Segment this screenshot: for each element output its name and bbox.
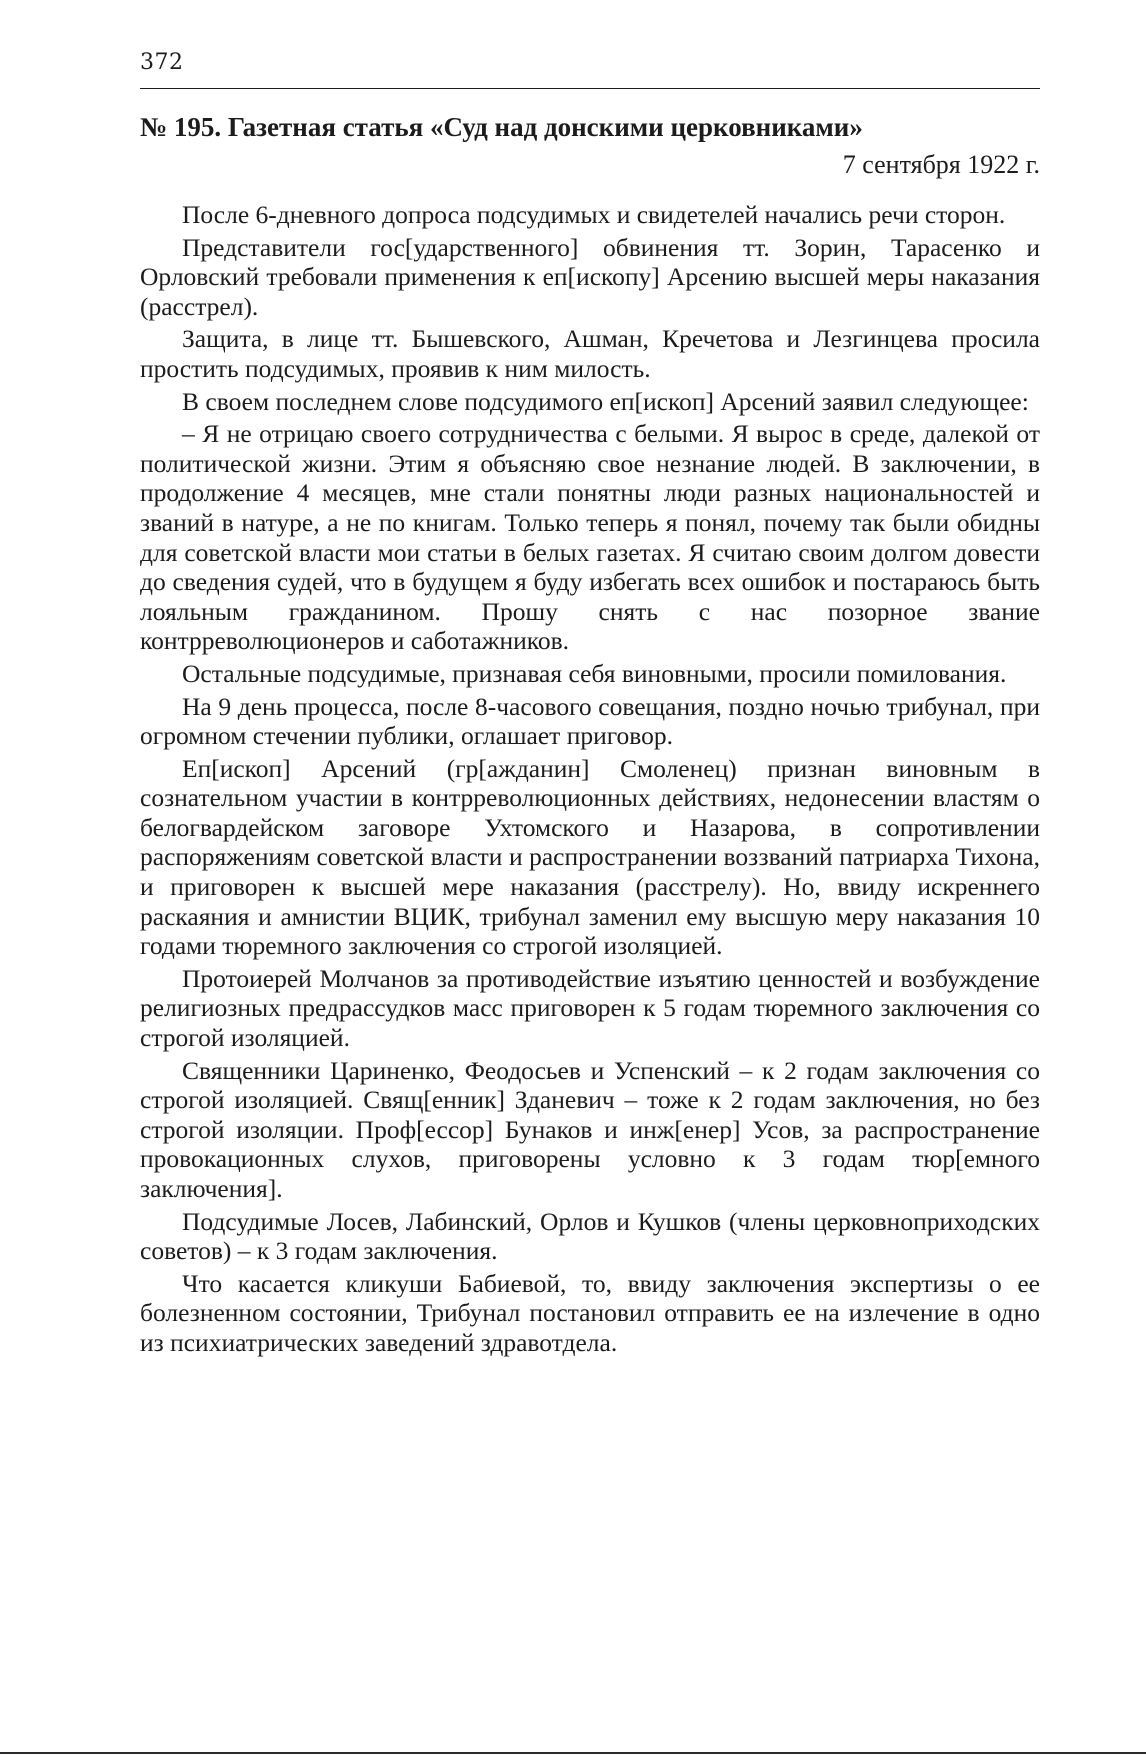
article-body bbox=[140, 200, 1040, 1361]
paragraph: Протоиерей Молчанов за противодействие изъятию ценностей и возбуждение религиозных предрассудков масс приговорен к 5 годам тюремного заключения со строгой изоляцией. bbox=[140, 963, 1040, 1053]
paragraph: Подсудимые Лосев, Лабинский, Орлов и Кушков (члены церковноприходских советов) – к 3 годам заключения. bbox=[140, 1206, 1040, 1266]
header-divider bbox=[140, 88, 1040, 89]
paragraph: Еп[ископ] Арсений (гр[ажданин] Смоленец) признан виновным в сознательном участии в контрреволюционных действиях, недонесении властям о белогвардейском заговоре Ухтомского и Назарова, в сопротивлении распоряжениям советской власти и распространении воззваний патриарха Тихона, и приговорен к высшей мере наказания (расстрелу). Но, ввиду искреннего раскаяния и амнистии ВЦИК, трибунал заменил ему высшую меру наказания 10 годами тюремного заключения со строгой изоляцией. bbox=[140, 753, 1040, 961]
paragraph: Защита, в лице тт. Бышевского, Ашман, Кречетова и Лезгинцева просила простить подсудимых, проявив к ним милость. bbox=[140, 324, 1040, 383]
paragraph: Что касается кликуши Бабиевой, то, ввиду заключения экспертизы о ее болезненном состоянии, Трибунал постановил отправить ее на излечение в одно из психиатрических заведений здравотдела. bbox=[140, 1268, 1040, 1357]
page-number: 372 bbox=[140, 50, 184, 75]
document-date: 7 сентября 1922 г. bbox=[842, 150, 1040, 179]
paragraph: Священники Цариненко, Феодосьев и Успенский – к 2 годам заключения со строгой изоляцией. Свящ[енник] Зданевич – тоже к 2 годам заключения, но без строгой изоляции. Проф[ессор] Бунаков и инж[енер] Усов, за распространение провокационных слухов, приговорены условно к 3 годам тюр[емного заключения]. bbox=[140, 1055, 1040, 1203]
paragraph: После 6-дневного допроса подсудимых и свидетелей начались речи сторон. bbox=[182, 200, 1006, 229]
document-title: № 195. Газетная статья «Суд над донскими церковниками» bbox=[140, 112, 863, 142]
scan-bottom-edge bbox=[0, 1752, 1146, 1754]
paragraph: В своем последнем слове подсудимого еп[ископ] Арсений заявил следующее: bbox=[182, 386, 1029, 416]
paragraph: – Я не отрицаю своего сотрудничества с белыми. Я вырос в среде, далекой от политической жизни. Этим я объясняю свое незнание людей. В заключении, в продолжение 4 месяцев, мне стали понятны люди разных национальностей и званий в натуре, а не по книгам. Только теперь я понял, почему так были обидны для советской власти мои статьи в белых газетах. Я считаю своим долгом довести до сведения судей, что в будущем я буду избегать всех ошибок и постараюсь быть лояльным гражданином. Прошу снять с нас позорное звание контрреволюционеров и саботажников. bbox=[140, 419, 1040, 656]
paragraph: На 9 день процесса, после 8-часового совещания, поздно ночью трибунал, при огромном стечении публики, оглашает приговор. bbox=[140, 691, 1040, 751]
paragraph: Остальные подсудимые, признавая себя виновными, просили помилования. bbox=[182, 658, 1007, 688]
paragraph: Представители гос[ударственного] обвинения тт. Зорин, Тарасенко и Орловский требовали применения к еп[ископу] Арсению высшей меры наказания (расстрел). bbox=[140, 232, 1040, 321]
